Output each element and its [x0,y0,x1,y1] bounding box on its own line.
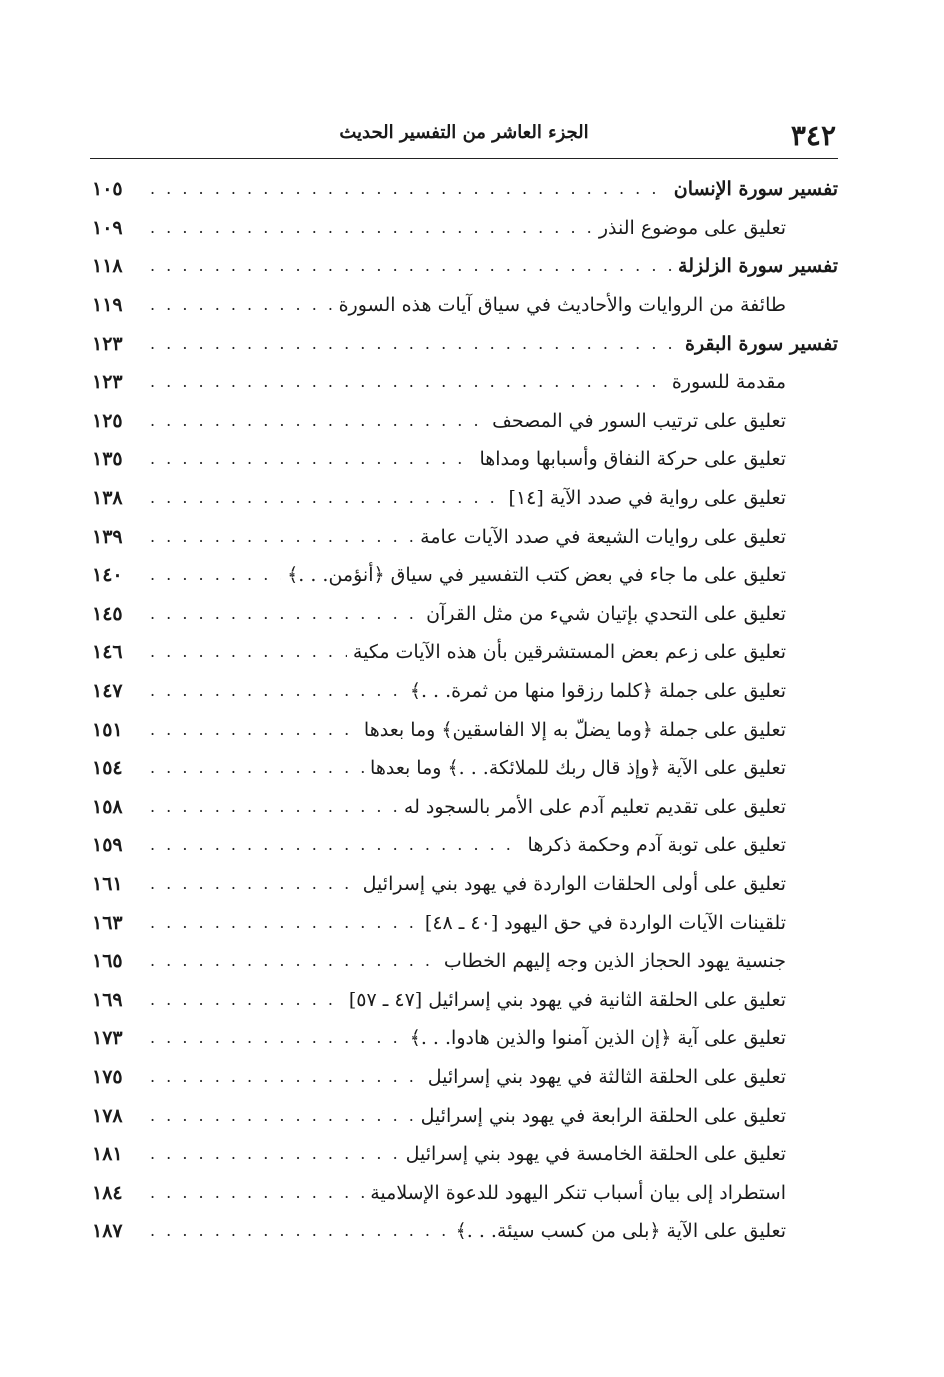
toc-entry-title: تعليق على توبة آدم وحكمة ذكرها [527,834,786,857]
toc-chapter-entry [92,247,838,286]
toc-entry-title: تعليق على الحلقة الثالثة في يهود بني إسرائيل [427,1065,786,1088]
toc-subentry [92,363,838,402]
toc-dot-leader [150,408,486,434]
toc-entry-page: ١٦١ [92,872,123,895]
toc-entry-title: تعليق على جملة ﴿وما يضلّ به إلا الفاسقين﴾ وما بعدها [363,718,786,741]
toc-dot-leader [150,369,666,395]
toc-entry-title: تعليق على الحلقة الرابعة في يهود بني إسرائيل [420,1104,786,1127]
toc-entry-title: تعليق على موضوع النذر [598,216,786,239]
toc-dot-leader [150,948,438,974]
toc-entry-title: تعليق على أولى الحلقات الواردة في يهود بني إسرائيل [362,872,786,895]
toc-entry-title: تعليق على ما جاء في بعض كتب التفسير في سياق ﴿أنؤمن. . .﴾ [287,564,786,587]
toc-dot-leader [150,1218,450,1244]
toc-subentry [92,1019,838,1058]
toc-entry-page: ١٥٤ [92,757,123,780]
toc-subentry [92,595,838,634]
toc-chapter-entry [92,324,838,363]
toc-entry-page: ١٥٩ [92,834,123,857]
toc-subentry [92,672,838,711]
toc-entry-title: تعليق على روايات الشيعة في صدد الآيات عامة [420,525,786,548]
toc-dot-leader [150,1064,422,1090]
toc-dot-leader [150,446,473,472]
toc-entry-page: ١٧٥ [92,1065,123,1088]
toc-entry-title: جنسية يهود الحجاز الذين وجه إليهم الخطاب [443,950,786,973]
toc-subentry [92,749,838,788]
toc-subentry [92,942,838,981]
toc-dot-leader [150,910,419,936]
toc-entry-page: ١٦٣ [92,911,123,934]
toc-dot-leader [150,678,404,704]
toc-dot-leader [150,215,593,241]
toc-entry-page: ١٣٨ [92,487,123,510]
toc-subentry [92,517,838,556]
toc-subentry [92,1212,838,1251]
toc-subentry [92,865,838,904]
toc-dot-leader [150,253,672,279]
toc-dot-leader [150,832,522,858]
toc-entry-title: تعليق على حركة النفاق وأسبابها ومداها [479,448,786,471]
toc-entry-title: تفسير سورة الإنسان [673,178,838,201]
toc-entry-page: ١٦٩ [92,988,123,1011]
toc-subentry [92,633,838,672]
running-title: الجزء العاشر من التفسير الحديث [339,122,589,143]
toc-entry-title: تعليق على جملة ﴿كلما رزقوا منها من ثمرة. . .﴾ [409,680,786,703]
toc-entry-title: تعليق على ترتيب السور في المصحف [492,409,786,432]
toc-dot-leader [150,1180,364,1206]
toc-dot-leader [150,794,398,820]
toc-entry-page: ١٣٩ [92,525,123,548]
toc-entry-title: تفسير سورة البقرة [684,332,838,355]
toc-subentry [92,1135,838,1174]
toc-dot-leader [150,1025,404,1051]
toc-entry-page: ١٥٨ [92,795,123,818]
toc-dot-leader [150,639,347,665]
toc-entry-page: ١٤٦ [92,641,123,664]
toc-dot-leader [150,331,679,357]
toc-subentry [92,788,838,827]
toc-dot-leader [150,1103,415,1129]
toc-dot-leader [150,871,357,897]
toc-entry-page: ١٣٥ [92,448,123,471]
toc-chapter-entry [92,170,838,209]
toc-dot-leader [150,987,343,1013]
running-head [90,112,838,159]
toc-subentry [92,209,838,248]
toc-subentry [92,826,838,865]
toc-subentry [92,440,838,479]
toc-entry-page: ١١٩ [92,294,123,317]
toc-entry-page: ١٢٣ [92,332,123,355]
toc-entry-title: تعليق على الآية ﴿وإذ قال ربك للملائكة. . .﴾ وما بعدها [370,757,786,780]
toc-subentry [92,1058,838,1097]
toc-entry-title: تفسير سورة الزلزلة [678,255,838,278]
toc-dot-leader [150,601,420,627]
toc-entry-title: تعليق على آية ﴿إن الذين آمنوا والذين هادوا. . .﴾ [409,1027,786,1050]
table-of-contents [92,170,838,1251]
toc-entry-page: ١٠٩ [92,216,123,239]
toc-subentry [92,980,838,1019]
toc-entry-title: طائفة من الروايات والأحاديث في سياق آيات هذه السورة [338,294,786,317]
toc-subentry [92,903,838,942]
toc-subentry [92,1173,838,1212]
toc-subentry [92,710,838,749]
toc-entry-title: تعليق على تقديم تعليم آدم على الأمر بالسجود له [403,795,786,818]
toc-dot-leader [150,176,668,202]
toc-subentry [92,286,838,325]
toc-dot-leader [150,292,333,318]
toc-entry-title: تعليق على الآية ﴿بلى من كسب سيئة. . .﴾ [455,1220,786,1243]
toc-dot-leader [150,485,503,511]
toc-entry-page: ١٨٧ [92,1220,123,1243]
toc-entry-page: ١٤٠ [92,564,123,587]
toc-entry-page: ١٤٥ [92,602,123,625]
toc-entry-title: تعليق على الحلقة الخامسة في يهود بني إسرائيل [405,1143,786,1166]
toc-entry-page: ١٥١ [92,718,123,741]
toc-entry-page: ١٢٣ [92,371,123,394]
toc-entry-page: ١٤٧ [92,680,123,703]
toc-subentry [92,1096,838,1135]
toc-dot-leader [150,755,364,781]
toc-entry-title: تعليق على الحلقة الثانية في يهود بني إسرائيل [٤٧ ـ ٥٧] [348,988,786,1011]
toc-subentry [92,556,838,595]
toc-subentry [92,479,838,518]
toc-entry-title: تلقينات الآيات الواردة في حق اليهود [٤٠ ـ ٤٨] [424,911,786,934]
toc-entry-title: تعليق على رواية في صدد الآية [١٤] [508,487,786,510]
toc-entry-title: استطراد إلى بيان أسباب تنكر اليهود للدعوة الإسلامية [370,1181,786,1204]
toc-dot-leader [150,717,358,743]
toc-entry-title: تعليق على زعم بعض المستشرقين بأن هذه الآيات مكية [352,641,786,664]
toc-entry-page: ١٨٤ [92,1181,123,1204]
toc-dot-leader [150,1141,400,1167]
toc-entry-page: ١٨١ [92,1143,123,1166]
toc-entry-page: ١٢٥ [92,409,123,432]
toc-dot-leader [150,524,414,550]
toc-entry-title: تعليق على التحدي بإتيان شيء من مثل القرآن [426,602,786,625]
toc-entry-page: ١٧٣ [92,1027,123,1050]
page-number: ٣٤٢ [790,119,836,152]
toc-entry-page: ١٧٨ [92,1104,123,1127]
toc-entry-page: ١٠٥ [92,178,123,201]
toc-subentry [92,402,838,441]
toc-entry-title: مقدمة للسورة [671,371,786,394]
toc-dot-leader [150,562,281,588]
toc-entry-page: ١١٨ [92,255,123,278]
toc-entry-page: ١٦٥ [92,950,123,973]
